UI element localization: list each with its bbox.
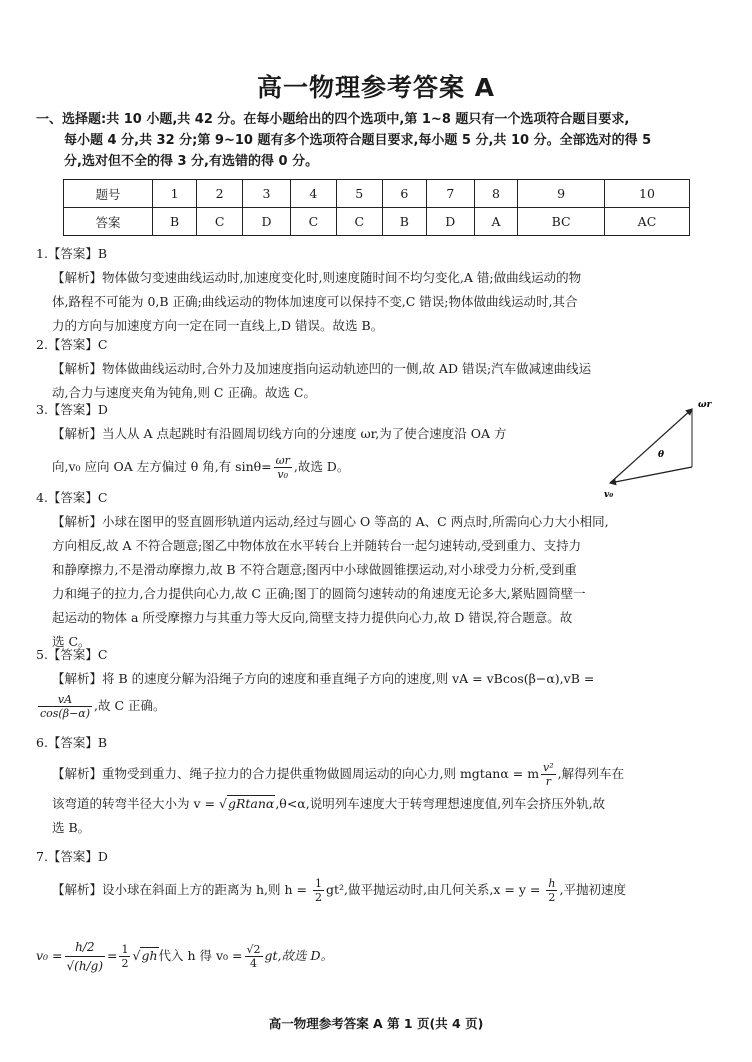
fraction <box>541 761 556 788</box>
text-fragment: = <box>107 948 118 963</box>
text-fragment: 向,v₀ 应向 OA 左方偏过 θ 角,有 sinθ= <box>52 459 272 474</box>
explanation-line <box>52 877 726 904</box>
fraction-denominator: v₀ <box>277 468 289 481</box>
question-6 <box>36 731 726 840</box>
answer-label: 6.【答案】B <box>36 735 108 750</box>
table-cell: 7 <box>426 180 474 208</box>
fraction-numerator: v² <box>543 761 554 774</box>
fraction-denominator: 2 <box>121 957 129 970</box>
explanation-line: 动,合力与速度夹角为钝角,则 C 正确。故选 C。 <box>52 385 316 400</box>
explanation-line: 【解析】小球在图甲的竖直圆形轨道内运动,经过与圆心 O 等高的 A、C 两点时,所需向心力大小相同, <box>52 514 609 529</box>
table-cell: AC <box>604 208 689 236</box>
explanation-line: 力的方向与加速度方向一定在同一直线上,D 错误。故选 B。 <box>52 318 384 333</box>
table-cell: 9 <box>518 180 605 208</box>
fraction <box>38 693 92 720</box>
text-fragment: 代入 h 得 v₀ = <box>158 948 243 963</box>
fraction-denominator: 2 <box>314 891 322 904</box>
table-row-answers <box>64 208 690 236</box>
v0-label: v₀ <box>604 490 614 500</box>
sqrt-expression: gRtanα <box>227 796 275 811</box>
explanation-line: 选 B。 <box>52 820 91 835</box>
table-header-cell: 题号 <box>64 180 153 208</box>
fraction-denominator: r <box>545 775 551 788</box>
table-cell: C <box>290 208 336 236</box>
explanation-line: v₀ = $\frac{h/2}{√(h/g)}$ = $\frac{1}{2}$ √gh代入 h 得 v₀ = $\frac{√2}{4}$ gt,故选 D。 <box>36 940 334 973</box>
text-fragment: 【解析】重物受到重力、绳子拉力的合力提供重物做圆周运动的向心力,则 mgtanα = m <box>52 766 540 781</box>
explanation-line: 和静摩擦力,不是滑动摩擦力,故 B 不符合题意;图丙中小球做圆锥摆运动,对小球受力分析,受到重 <box>52 562 577 577</box>
omega-r-vector <box>610 409 692 483</box>
intro-line: 分,选对但不全的得 3 分,有选错的得 0 分。 <box>64 154 319 169</box>
question-7 <box>36 845 726 975</box>
theta-label: θ <box>658 450 665 460</box>
section-intro <box>36 109 726 172</box>
explanation-line: 方向相反,故 A 不符合题意;图乙中物体放在水平转台上并随转台一起匀速转动,受到重力、支持力 <box>52 538 582 553</box>
fraction <box>65 938 105 975</box>
fraction <box>245 943 263 970</box>
fraction-numerator: 1 <box>121 943 129 956</box>
explanation-line <box>52 761 726 788</box>
text-fragment: 该弯道的转弯半径大小为 v = <box>52 796 219 811</box>
text-fragment: 【解析】设小球在斜面上方的距离为 h,则 h = <box>52 882 311 897</box>
table-row-numbers <box>64 180 690 208</box>
fraction <box>546 877 557 904</box>
text-fragment: ,故 C 正确。 <box>94 698 166 713</box>
table-cell: BC <box>518 208 605 236</box>
table-cell: B <box>153 208 197 236</box>
table-cell: 6 <box>382 180 426 208</box>
explanation-line: 体,路程不可能为 0,B 正确;曲线运动的物体加速度可以保持不变,C 错误;物体做曲线运动时,其合 <box>52 294 578 309</box>
fraction-numerator: h/2 <box>65 938 105 957</box>
answer-table <box>63 179 690 236</box>
intro-line: 每小题 4 分,共 32 分;第 9~10 题有多个选项符合题目要求,每小题 5 分,共 10 分。全部选对的得 5 <box>64 133 652 148</box>
answer-label: 5.【答案】C <box>36 647 108 662</box>
question-1 <box>36 242 726 338</box>
table-cell: 4 <box>290 180 336 208</box>
omega-r-label: ωr <box>698 400 712 410</box>
table-header-cell: 答案 <box>64 208 153 236</box>
table-cell: D <box>426 208 474 236</box>
answer-label: 2.【答案】C <box>36 337 108 352</box>
text-fragment: ,解得列车在 <box>557 766 625 781</box>
table-cell: B <box>382 208 426 236</box>
fraction-denominator: cos(β−α) <box>40 707 91 720</box>
table-cell: 3 <box>243 180 291 208</box>
sqrt-expression: gh <box>141 948 158 963</box>
fraction-numerator: 1 <box>314 877 322 890</box>
table-cell: 10 <box>604 180 689 208</box>
explanation-line: 起运动的物体 a 所受摩擦力与其重力等大反向,筒壁支持力提供向心力,故 D 错误,符合题意。故 <box>52 610 573 625</box>
text-fragment: ,故选 D。 <box>293 459 350 474</box>
explanation-line: 【解析】当人从 A 点起跳时有沿圆周切线方向的分速度 ωr,为了使合速度沿 OA 方 <box>52 426 507 441</box>
velocity-diagram <box>600 395 730 500</box>
table-cell: 5 <box>336 180 382 208</box>
explanation-line: 【解析】物体做匀变速曲线运动时,加速度变化时,则速度随时间不均匀变化,A 错;做曲线运动的物 <box>52 270 582 285</box>
table-cell: 8 <box>474 180 518 208</box>
text-fragment: ,平抛初速度 <box>559 882 626 897</box>
text-fragment: gt²,做平抛运动时,由几何关系,x = y = <box>325 882 545 897</box>
fraction-numerator: ωr <box>275 454 290 467</box>
page-title: 高一物理参考答案 A <box>256 73 496 102</box>
table-cell: C <box>197 208 243 236</box>
intro-line: 一、选择题:共 10 小题,共 42 分。在每小题给出的四个选项中,第 1~8 题只有一个选项符合题目要求, <box>36 112 630 127</box>
fraction-denominator: 2 <box>548 891 556 904</box>
answer-label: 7.【答案】D <box>36 849 108 864</box>
table-cell: D <box>243 208 291 236</box>
explanation-line: 该弯道的转弯半径大小为 v = √gRtanα,θ<α,说明列车速度大于转弯理想速度值,列车会挤压外轨,故 <box>52 796 606 811</box>
table-cell: C <box>336 208 382 236</box>
explanation-line: 【解析】物体做曲线运动时,合外力及加速度指向运动轨迹凹的一侧,故 AD 错误;汽车做减速曲线运 <box>52 361 592 376</box>
explanation-line <box>36 693 726 720</box>
fraction-denominator: √(h/g) <box>66 959 103 973</box>
text-fragment: ,θ<α,说明列车速度大于转弯理想速度值,列车会挤压外轨,故 <box>275 796 606 811</box>
answer-label: 1.【答案】B <box>36 246 108 261</box>
explanation-line: 【解析】将 B 的速度分解为沿绳子方向的速度和垂直绳子方向的速度,则 vA = vBcos(β−α),vB = <box>52 671 595 686</box>
question-4 <box>36 486 726 654</box>
fraction-numerator: h <box>548 877 556 890</box>
text-fragment: v₀ = <box>36 948 63 963</box>
fraction-numerator: √2 <box>246 943 261 956</box>
table-cell: A <box>474 208 518 236</box>
explanation-line: 选 C。 <box>52 634 91 649</box>
fraction-denominator: 4 <box>250 957 258 970</box>
answer-label: 4.【答案】C <box>36 490 108 505</box>
fraction <box>274 454 292 481</box>
question-5 <box>36 643 726 720</box>
v0-vector <box>610 467 692 483</box>
fraction-numerator: vA <box>38 693 92 707</box>
text-fragment: gt,故选 D。 <box>264 948 334 963</box>
table-cell: 2 <box>197 180 243 208</box>
answer-label: 3.【答案】D <box>36 402 108 417</box>
page-footer: 高一物理参考答案 A 第 1 页(共 4 页) <box>268 1016 484 1031</box>
fraction <box>119 943 130 970</box>
fraction <box>313 877 324 904</box>
table-cell: 1 <box>153 180 197 208</box>
explanation-line: 力和绳子的拉力,合力提供向心力,故 C 正确;图丁的圆筒匀速转动的角速度无论多大,紧贴圆筒壁一 <box>52 586 586 601</box>
